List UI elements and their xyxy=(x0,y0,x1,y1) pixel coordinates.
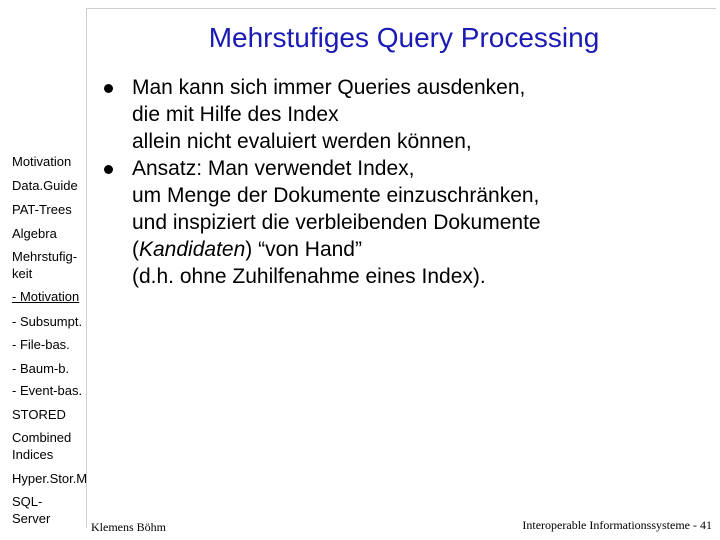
bullet-line xyxy=(132,236,704,263)
sidebar-subitem-file-based[interactable]: - File-bas. xyxy=(12,337,70,352)
sidebar-item-pat-trees[interactable]: PAT-Trees xyxy=(12,202,72,217)
by-hand-text: ) “von Hand” xyxy=(245,238,362,261)
sidebar-subitem-subsumption[interactable]: - Subsumpt. xyxy=(12,314,83,329)
bullet-dot-icon xyxy=(104,84,113,93)
sidebar-item-label-line1: SQL- xyxy=(12,494,43,509)
paren-open: ( xyxy=(132,238,139,261)
sidebar-subitem-motivation[interactable]: - Motivation xyxy=(12,289,80,304)
footer-page-number: Interoperable Informationssysteme - 41 xyxy=(522,518,712,532)
bullet-line: allein nicht evaluiert werden können, xyxy=(132,130,472,153)
slide-frame-left xyxy=(86,8,87,528)
page-title: Mehrstufiges Query Processing xyxy=(208,22,600,53)
sidebar-item-hyperstorm[interactable]: Hyper.Stor.M xyxy=(12,471,88,486)
sidebar-item-label-line2: Indices xyxy=(12,447,54,462)
sidebar-item-sql-server[interactable] xyxy=(12,493,50,527)
bullet-line: die mit Hilfe des Index xyxy=(132,103,339,126)
sidebar-item-label-line1: Mehrstufig- xyxy=(12,249,78,264)
sidebar-item-label-line2: keit xyxy=(12,266,33,281)
sidebar-subitem-event-based[interactable]: - Event-bas. xyxy=(12,383,83,398)
bullet-dot-icon xyxy=(104,165,113,174)
sidebar-item-stored[interactable]: STORED xyxy=(12,407,66,422)
bullet-item xyxy=(104,74,704,155)
bullet-line: und inspiziert die verbleibenden Dokumente xyxy=(132,211,541,234)
sidebar-item-mehrstufigkeit[interactable] xyxy=(12,248,77,282)
bullet-line: Man kann sich immer Queries ausdenken, xyxy=(132,76,526,99)
sidebar-item-label-line1: Combined xyxy=(12,430,72,445)
sidebar-subitem-tree-based[interactable]: - Baum-b. xyxy=(12,361,70,376)
sidebar-item-algebra[interactable]: Algebra xyxy=(12,226,57,241)
bullet-list xyxy=(104,74,704,290)
sidebar-item-dataguide[interactable]: Data.Guide xyxy=(12,178,78,193)
footer-author: Klemens Böhm xyxy=(91,520,166,534)
sidebar-item-label-line2: Server xyxy=(12,511,51,526)
sidebar-item-motivation[interactable]: Motivation xyxy=(12,154,72,169)
bullet-item xyxy=(104,155,704,290)
candidates-term: Kandidaten xyxy=(139,238,246,261)
slide-frame-top xyxy=(86,8,716,9)
bullet-line: um Menge der Dokumente einzuschränken, xyxy=(132,184,540,207)
sidebar-item-combined-indices[interactable] xyxy=(12,429,71,463)
bullet-line: Ansatz: Man verwendet Index, xyxy=(132,157,415,180)
bullet-line: (d.h. ohne Zuhilfenahme eines Index). xyxy=(132,265,486,288)
